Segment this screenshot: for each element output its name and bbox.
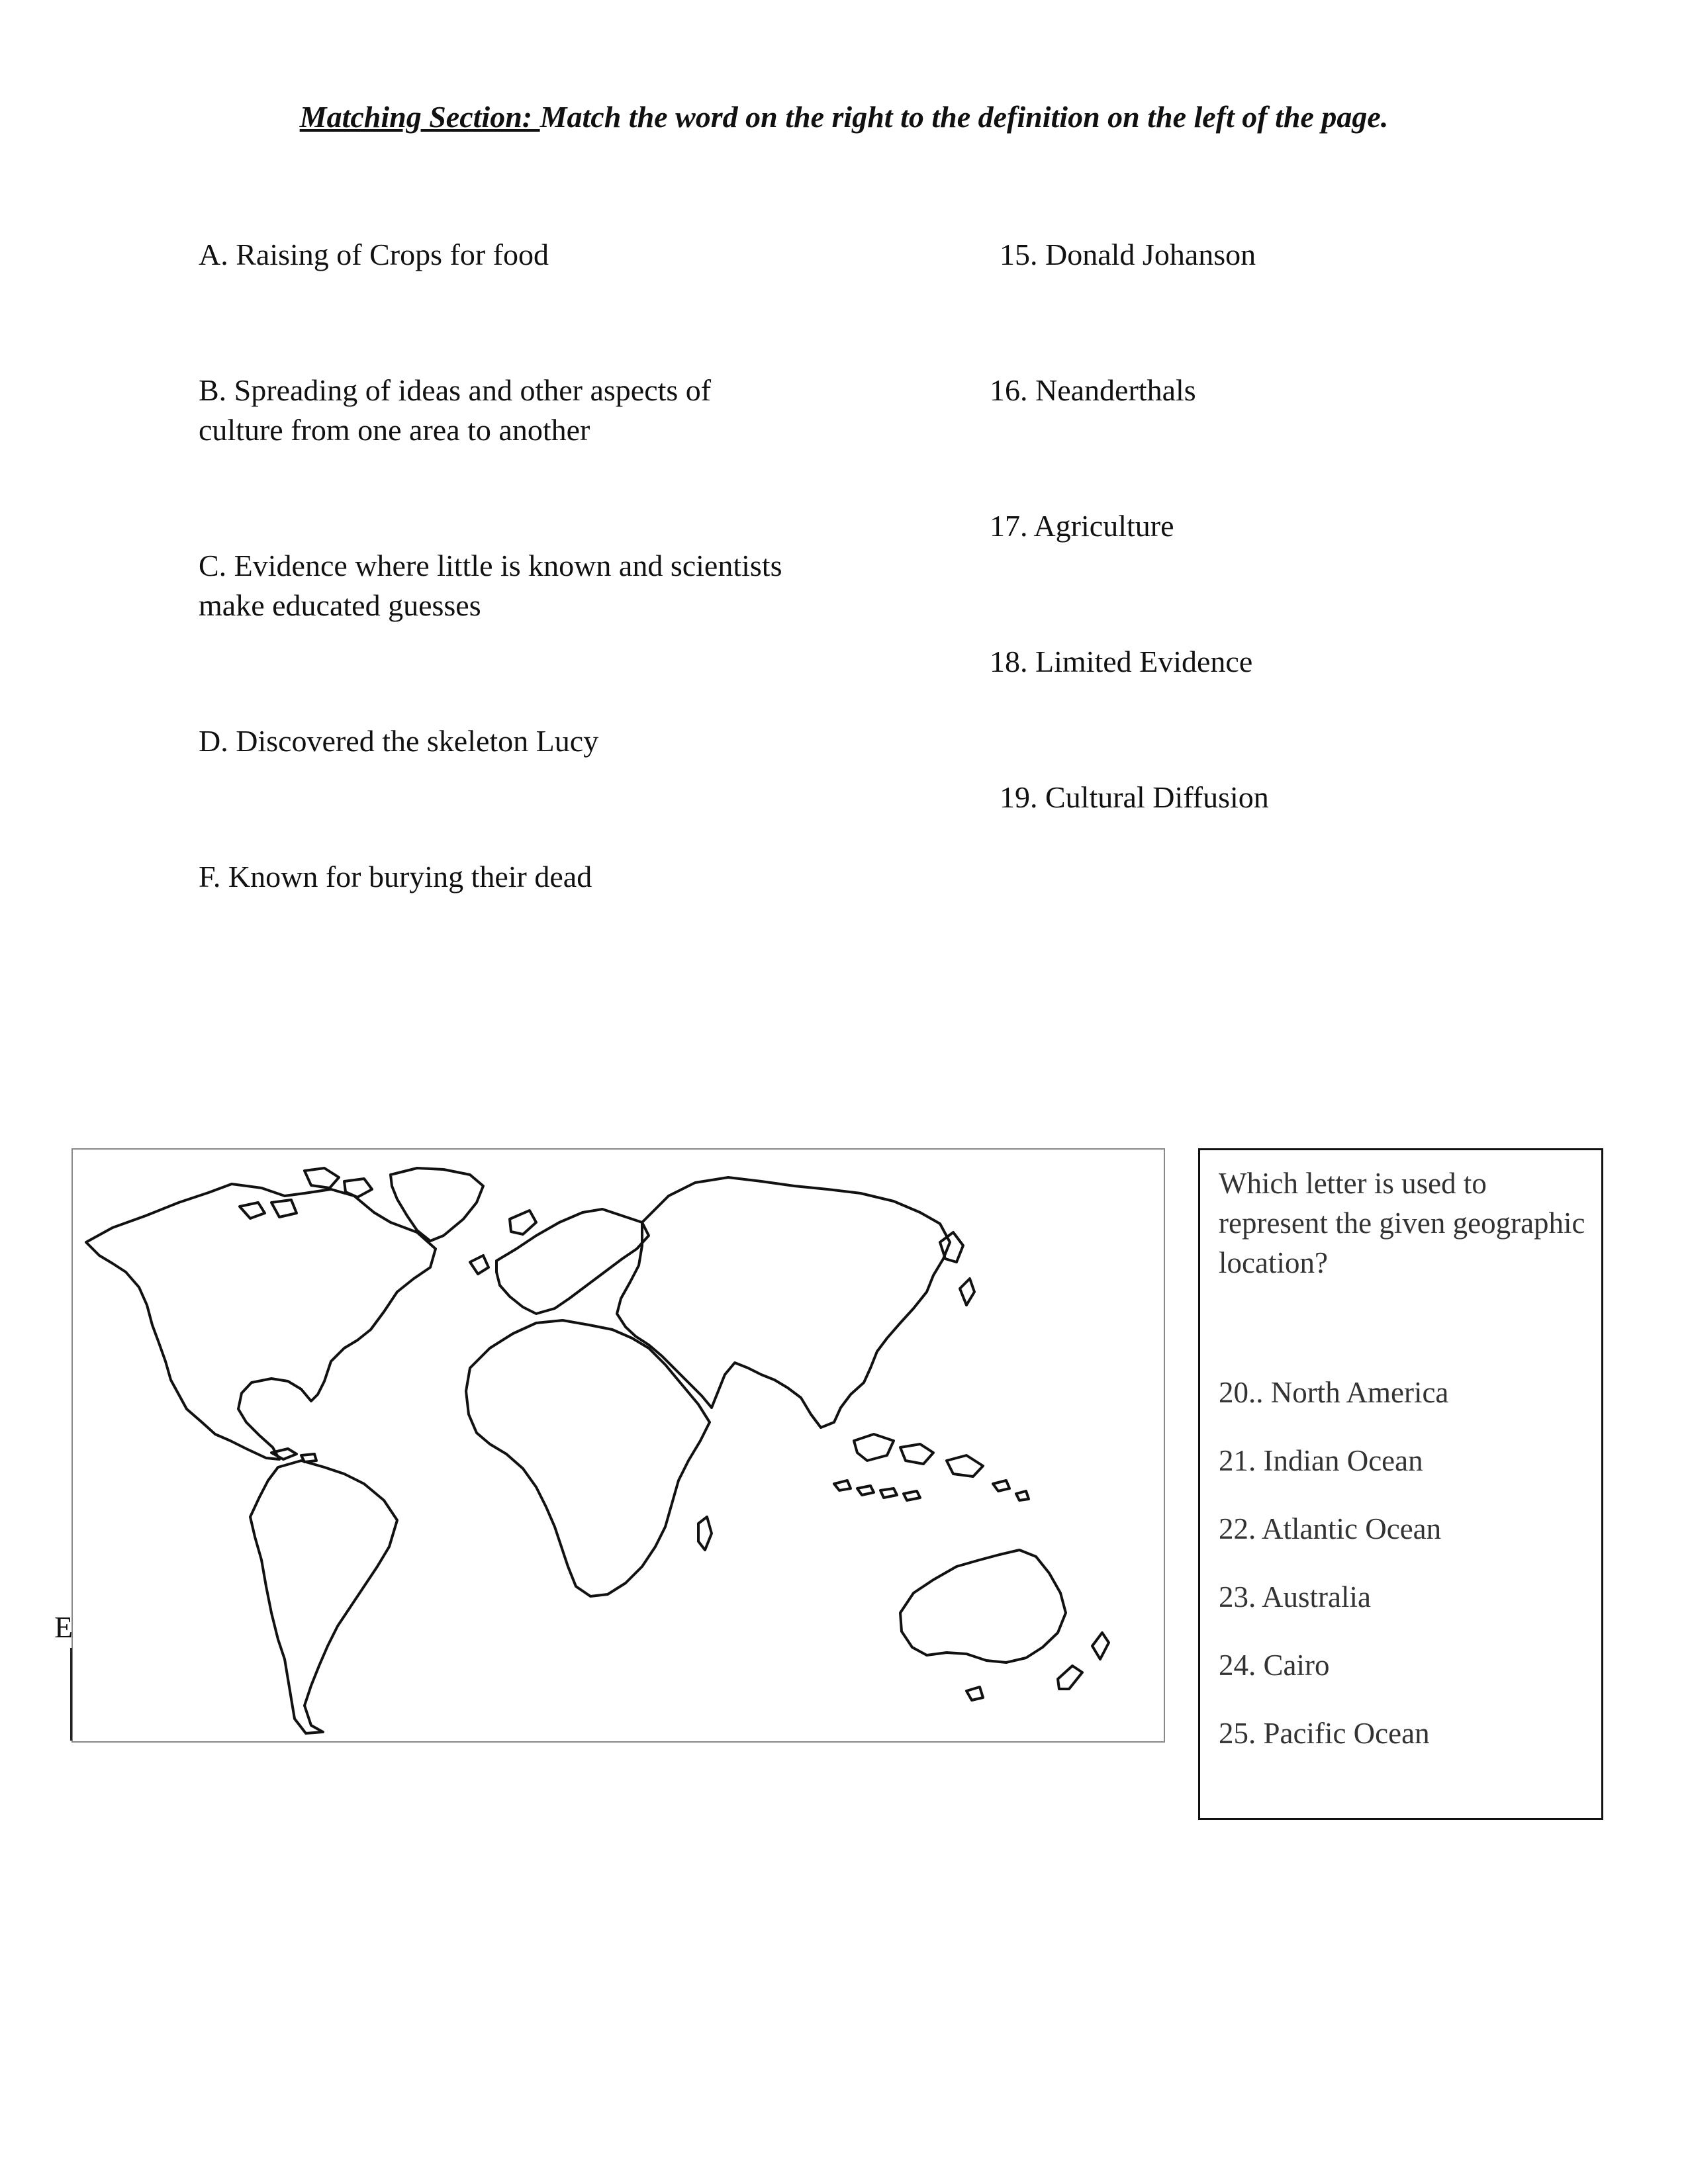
- south-america-outline: [250, 1461, 397, 1733]
- definition-b: B. Spreading of ideas and other aspects of culture from one area to another: [199, 373, 712, 447]
- term-19: 19. Cultural Diffusion: [1000, 780, 1269, 814]
- page-title: [0, 99, 1688, 134]
- question-box: [1198, 1148, 1603, 1820]
- question-intro: Which letter is used to represent the given geographic location?: [1219, 1167, 1585, 1279]
- term-17: 17. Agriculture: [990, 509, 1174, 543]
- asia-outline: [617, 1177, 950, 1428]
- question-22: 22. Atlantic Ocean: [1219, 1512, 1442, 1545]
- question-24: 24. Cairo: [1219, 1649, 1330, 1682]
- north-america-outline: [86, 1184, 436, 1459]
- greenland-outline: [391, 1168, 483, 1241]
- term-18: 18. Limited Evidence: [990, 645, 1253, 678]
- world-map: [71, 1148, 1165, 1743]
- definition-d: D. Discovered the skeleton Lucy: [199, 724, 599, 758]
- question-21: 21. Indian Ocean: [1219, 1444, 1423, 1477]
- question-25: 25. Pacific Ocean: [1219, 1717, 1430, 1750]
- title-rest: Match the word on the right to the definition on the left of the page.: [539, 100, 1389, 134]
- title-underlined: Matching Section:: [299, 100, 540, 134]
- question-20: 20.. North America: [1219, 1376, 1449, 1409]
- definition-c: C. Evidence where little is known and scientists make educated guesses: [199, 549, 782, 622]
- europe-outline: [496, 1209, 649, 1314]
- world-map-outline: [73, 1150, 1164, 1741]
- term-16: 16. Neanderthals: [990, 373, 1196, 407]
- map-side-tick: [70, 1648, 72, 1741]
- map-side-label: E: [54, 1610, 73, 1644]
- question-23: 23. Australia: [1219, 1580, 1371, 1614]
- definition-f: F. Known for burying their dead: [199, 860, 592, 893]
- definition-a: A. Raising of Crops for food: [199, 238, 549, 271]
- term-15: 15. Donald Johanson: [1000, 238, 1256, 271]
- australia-outline: [900, 1550, 1066, 1662]
- africa-outline: [466, 1320, 710, 1596]
